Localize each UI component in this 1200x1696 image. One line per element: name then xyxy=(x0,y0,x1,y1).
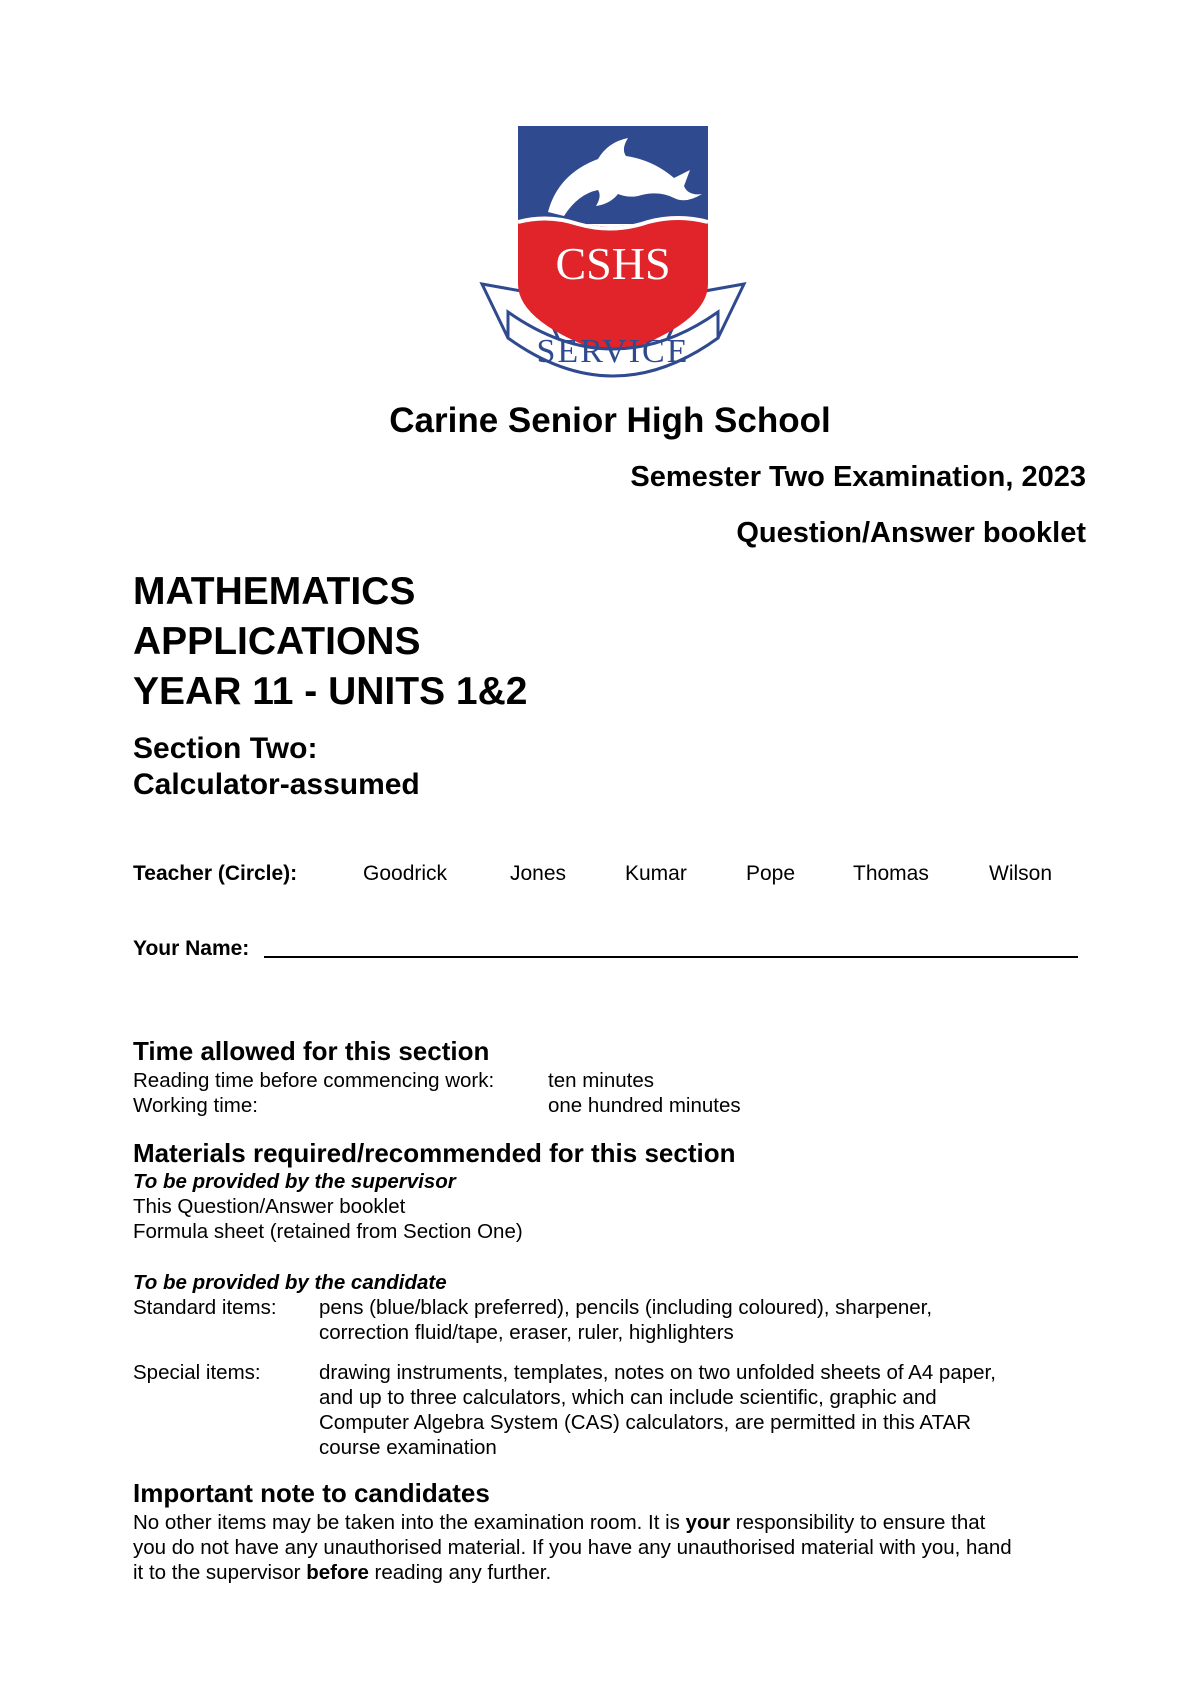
section-line-1: Section Two: xyxy=(133,732,318,765)
standard-label: Standard items: xyxy=(133,1296,277,1319)
exam-title: Semester Two Examination, 2023 xyxy=(630,461,1086,493)
subject-line-3: YEAR 11 - UNITS 1&2 xyxy=(133,670,528,713)
time-heading: Time allowed for this section xyxy=(133,1036,490,1066)
teacher-option[interactable]: Goodrick xyxy=(363,862,448,885)
note-line: No other items may be taken into the examination room. It is your responsibility to ensure that xyxy=(133,1511,986,1534)
special-line: drawing instruments, templates, notes on two unfolded sheets of A4 paper, xyxy=(319,1361,996,1384)
time-row xyxy=(133,1093,1083,1118)
teacher-option[interactable]: Pope xyxy=(746,862,796,885)
subject-line-2: APPLICATIONS xyxy=(133,620,421,663)
note-line: you do not have any unauthorised material. If you have any unauthorised material with you, hand xyxy=(133,1536,1012,1559)
note-emphasis: your xyxy=(685,1511,731,1534)
section-line-2: Calculator-assumed xyxy=(133,768,420,801)
subject-title xyxy=(133,567,527,717)
section-title xyxy=(133,731,420,803)
time-label: Working time: xyxy=(133,1094,258,1117)
materials-heading: Materials required/recommended for this section xyxy=(133,1138,736,1168)
standard-items xyxy=(133,1295,1083,1345)
supervisor-heading: To be provided by the supervisor xyxy=(133,1170,456,1193)
special-line: course examination xyxy=(319,1436,497,1459)
note-line: it to the supervisor before reading any further. xyxy=(133,1561,552,1584)
logo-letters: CSHS xyxy=(555,238,671,289)
school-crest-logo xyxy=(478,124,748,390)
note-heading: Important note to candidates xyxy=(133,1478,490,1508)
note-emphasis: before xyxy=(306,1561,369,1584)
supervisor-item: This Question/Answer booklet xyxy=(133,1195,406,1218)
teacher-option[interactable]: Kumar xyxy=(625,862,687,885)
standard-line: correction fluid/tape, eraser, ruler, highlighters xyxy=(319,1321,734,1344)
time-row xyxy=(133,1068,1083,1093)
school-name: Carine Senior High School xyxy=(389,401,831,440)
teacher-option[interactable]: Thomas xyxy=(853,862,929,885)
candidate-heading: To be provided by the candidate xyxy=(133,1271,447,1294)
materials-block xyxy=(133,1169,1083,1460)
special-items xyxy=(133,1360,1083,1460)
booklet-type: Question/Answer booklet xyxy=(736,517,1086,549)
your-name-field[interactable] xyxy=(264,956,1078,958)
note-body xyxy=(133,1510,1093,1585)
special-label: Special items: xyxy=(133,1361,261,1384)
special-line: Computer Algebra System (CAS) calculators, are permitted in this ATAR xyxy=(319,1411,972,1434)
supervisor-item: Formula sheet (retained from Section One) xyxy=(133,1220,523,1243)
time-value: ten minutes xyxy=(548,1069,654,1092)
teacher-option[interactable]: Wilson xyxy=(989,862,1053,885)
time-label: Reading time before commencing work: xyxy=(133,1069,495,1092)
time-value: one hundred minutes xyxy=(548,1094,741,1117)
logo-motto: SERVICE xyxy=(536,333,690,370)
special-line: and up to three calculators, which can include scientific, graphic and xyxy=(319,1386,937,1409)
time-table xyxy=(133,1068,1083,1118)
your-name-label: Your Name: xyxy=(133,937,250,960)
teacher-option[interactable]: Jones xyxy=(510,862,567,885)
teacher-label: Teacher (Circle): xyxy=(133,862,298,885)
subject-line-1: MATHEMATICS xyxy=(133,570,416,613)
standard-line: pens (blue/black preferred), pencils (including coloured), sharpener, xyxy=(319,1296,933,1319)
